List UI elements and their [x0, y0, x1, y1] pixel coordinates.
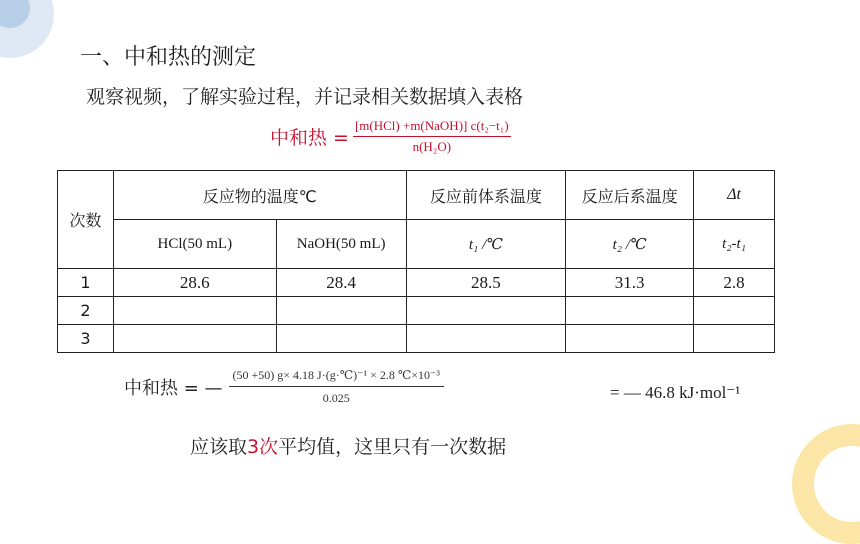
table-cell [566, 325, 694, 353]
subheader-cell: t₂ /℃ [566, 220, 694, 269]
table-cell: 28.4 [276, 269, 406, 297]
subheader-cell: t₁ /℃ [406, 220, 566, 269]
footnote-text: 平均值，这里只有一次数据 [278, 436, 507, 458]
footnote-highlight: 3次 [247, 436, 279, 458]
table-cell [113, 325, 276, 353]
subheader-cell: HCl(50 mL) [113, 220, 276, 269]
decorative-ring [792, 424, 860, 544]
calculation-result: = — 46.8 kJ·mol⁻¹ [610, 383, 741, 402]
footnote-text: 应该取 [190, 436, 248, 458]
calculation-numerator: (50 +50) g× 4.18 J·(g·℃)⁻¹ × 2.8 ℃×10⁻³ [229, 368, 444, 387]
table-cell [694, 325, 775, 353]
table-cell: 2 [58, 297, 114, 325]
calculation-fraction [229, 368, 444, 406]
header-cell: 反应前体系温度 [406, 171, 566, 220]
table-cell [113, 297, 276, 325]
table-cell: 28.6 [113, 269, 276, 297]
header-cell: 反应物的温度℃ [113, 171, 406, 220]
table-cell: 31.3 [566, 269, 694, 297]
table-cell: 3 [58, 325, 114, 353]
header-cell: 次数 [58, 171, 114, 269]
heat-formula-denominator: n(H₂O) [412, 139, 452, 154]
table-row [58, 269, 775, 297]
table-cell [566, 297, 694, 325]
table-cell: 1 [58, 269, 114, 297]
table-row [58, 325, 775, 353]
table-cell: 28.5 [406, 269, 566, 297]
table-cell [406, 325, 566, 353]
table-header-row [58, 171, 775, 220]
calculation-denominator: 0.025 [322, 391, 350, 405]
slide-subtitle: 观察视频，了解实验过程，并记录相关数据填入表格 [86, 86, 524, 108]
footnote [190, 432, 506, 459]
header-cell: Δt [694, 171, 775, 220]
subheader-cell: t₂-t₁ [694, 220, 775, 269]
slide-title: 一、中和热的测定 [80, 45, 257, 70]
table-cell [276, 325, 406, 353]
table-cell [276, 297, 406, 325]
table-cell [406, 297, 566, 325]
calculation-formula [124, 368, 444, 406]
table-cell [694, 297, 775, 325]
table-subheader-row [58, 220, 775, 269]
heat-formula-fraction [353, 118, 511, 155]
subheader-cell: NaOH(50 mL) [276, 220, 406, 269]
heat-formula [270, 118, 511, 155]
calculation-label: 中和热 = — [124, 378, 223, 399]
header-cell: 反应后系温度 [566, 171, 694, 220]
table-row [58, 297, 775, 325]
heat-formula-label: 中和热 = [270, 127, 349, 149]
heat-formula-numerator: [m(HCl) +m(NaOH)] c(t₂−t₁) [353, 118, 511, 137]
table-cell: 2.8 [694, 269, 775, 297]
data-table [57, 170, 775, 353]
